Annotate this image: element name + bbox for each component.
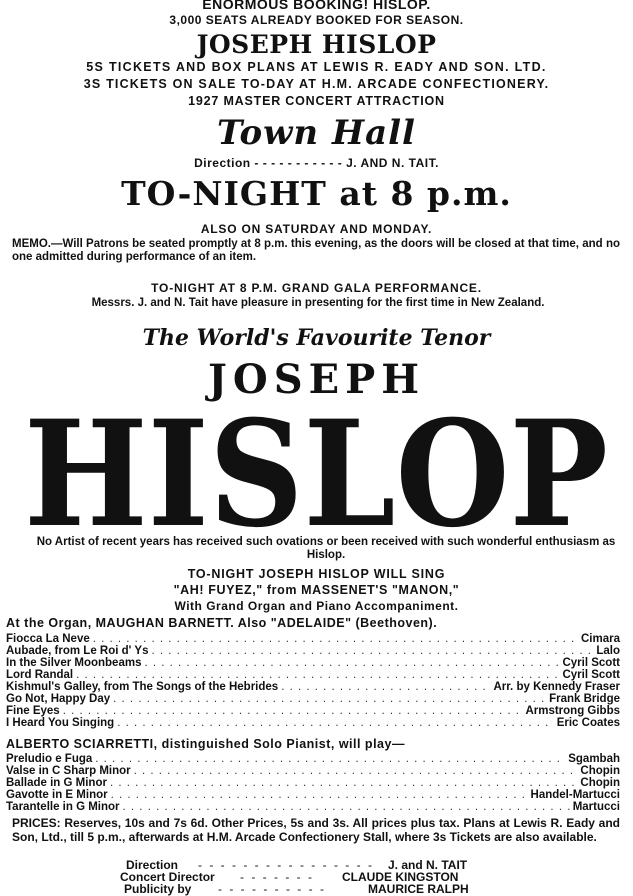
prices-paragraph: PRICES: Reserves, 10s and 7s 6d. Other Prices, 5s and 3s. All prices plus tax. Plans at Lewis R. Eady and Son, Ltd., till 5 p.m., afterwards at H.M. Arcade Confectionery Stall, where 3s Tickets are also available. [12,816,620,844]
memo-paragraph: MEMO.—Will Patrons be seated promptly at 8 p.m. this evening, as the doors will be closed at that time, and no one admitted during performance of an item. [12,238,620,263]
song-title: Aubade, from Le Roi d' Ys [6,645,149,657]
piece-composer: Handel-Martucci [530,789,620,801]
credit-publicity: Publicity by - - - - - - - - - - MAURICE RALPH [124,882,469,896]
song-title: Go Not, Happy Day [6,693,111,705]
credit-concert-director: Concert Director - - - - - - - CLAUDE KINGSTON [120,870,459,884]
song-composer: Armstrong Gibbs [525,705,620,717]
song-composer: Lalo [596,645,620,657]
song-composer: Arr. by Kennedy Fraser [493,681,620,693]
direction-line: Direction - - - - - - - - - - - J. AND N. TAIT. [194,156,439,170]
ovations-paragraph: No Artist of recent years has received such ovations or been received with such wonderful enthusiasm as Hislop. [36,536,616,561]
will-sing-line: TO-NIGHT JOSEPH HISLOP WILL SING [187,567,446,581]
artist-first-name: JOSEPH [207,356,425,403]
venue-title: Town Hall [217,113,416,153]
master-attraction-line: 1927 MASTER CONCERT ATTRACTION [188,94,445,108]
song-composer: Frank Bridge [549,693,620,705]
piece-composer: Chopin [580,777,620,789]
song-composer: Cyril Scott [562,669,620,681]
song-item [6,717,620,730]
song-composer: Cyril Scott [562,657,620,669]
credit-label: Concert Director [120,870,215,884]
song-title: Lord Randal [6,669,74,681]
piece-title: Valse in C Sharp Minor [6,765,131,777]
tickets-5s-line: 5S TICKETS AND BOX PLANS AT LEWIS R. EADY AND SON. LTD. [86,60,547,74]
credit-label: Publicity by [124,882,192,896]
piece-title: Ballade in G Minor [6,777,107,789]
credit-label: Direction [126,858,179,872]
song-composer: Cimara [581,633,620,645]
artist-surname-display [22,405,610,535]
credit-direction: Direction - - - - - - - - - - - - - - - - J. and N. TAIT [126,858,468,872]
seats-booked-line: 3,000 SEATS ALREADY BOOKED FOR SEASON. [169,13,464,27]
song-title: Fiocca La Neve [6,633,90,645]
tagline: The World's Favourite Tenor [142,325,491,351]
artist-name-small: JOSEPH HISLOP [196,30,437,59]
song-title: Fine Eyes [6,705,60,717]
piano-item [6,801,620,814]
piece-composer: Sgambah [568,753,620,765]
piece-composer: Chopin [580,765,620,777]
aria-line: "AH! FUYEZ," from MASSENET'S "MANON," [173,583,460,597]
credit-value: J. and N. TAIT [388,858,468,872]
song-title: In the Silver Moonbeams [6,657,142,669]
piece-composer: Martucci [572,801,620,813]
tickets-3s-line: 3S TICKETS ON SALE TO-DAY AT H.M. ARCADE CONFECTIONERY. [83,77,550,91]
accompaniment-line: With Grand Organ and Piano Accompaniment. [174,599,459,613]
song-composer: Eric Coates [556,717,620,729]
credit-value: MAURICE RALPH [368,882,469,896]
song-title: I Heard You Singing [6,717,115,729]
organ-line: At the Organ, MAUGHAN BARNETT. Also "ADELAIDE" (Beethoven). [6,616,438,630]
pianist-line: ALBERTO SCIARRETTI, distinguished Solo Pianist, will play— [6,737,405,751]
gala-performance-line: TO-NIGHT AT 8 P.M. GRAND GALA PERFORMANCE. [151,281,482,295]
also-dates-line: ALSO ON SATURDAY AND MONDAY. [200,222,433,236]
booking-headline: ENORMOUS BOOKING! HISLOP. [202,0,431,12]
piece-title: Gavotte in E Minor [6,789,108,801]
surname-text: HISLOP [24,405,608,535]
song-title: Kishmul's Galley, from The Songs of the Hebrides [6,681,279,693]
tonight-headline: TO-NIGHT at 8 p.m. [121,174,512,213]
piece-title: Tarantelle in G Minor [6,801,120,813]
piece-title: Preludio e Fuga [6,753,93,765]
presenting-paragraph: Messrs. J. and N. Tait have pleasure in presenting for the first time in New Zealand. [91,297,545,309]
credit-value: CLAUDE KINGSTON [342,870,459,884]
